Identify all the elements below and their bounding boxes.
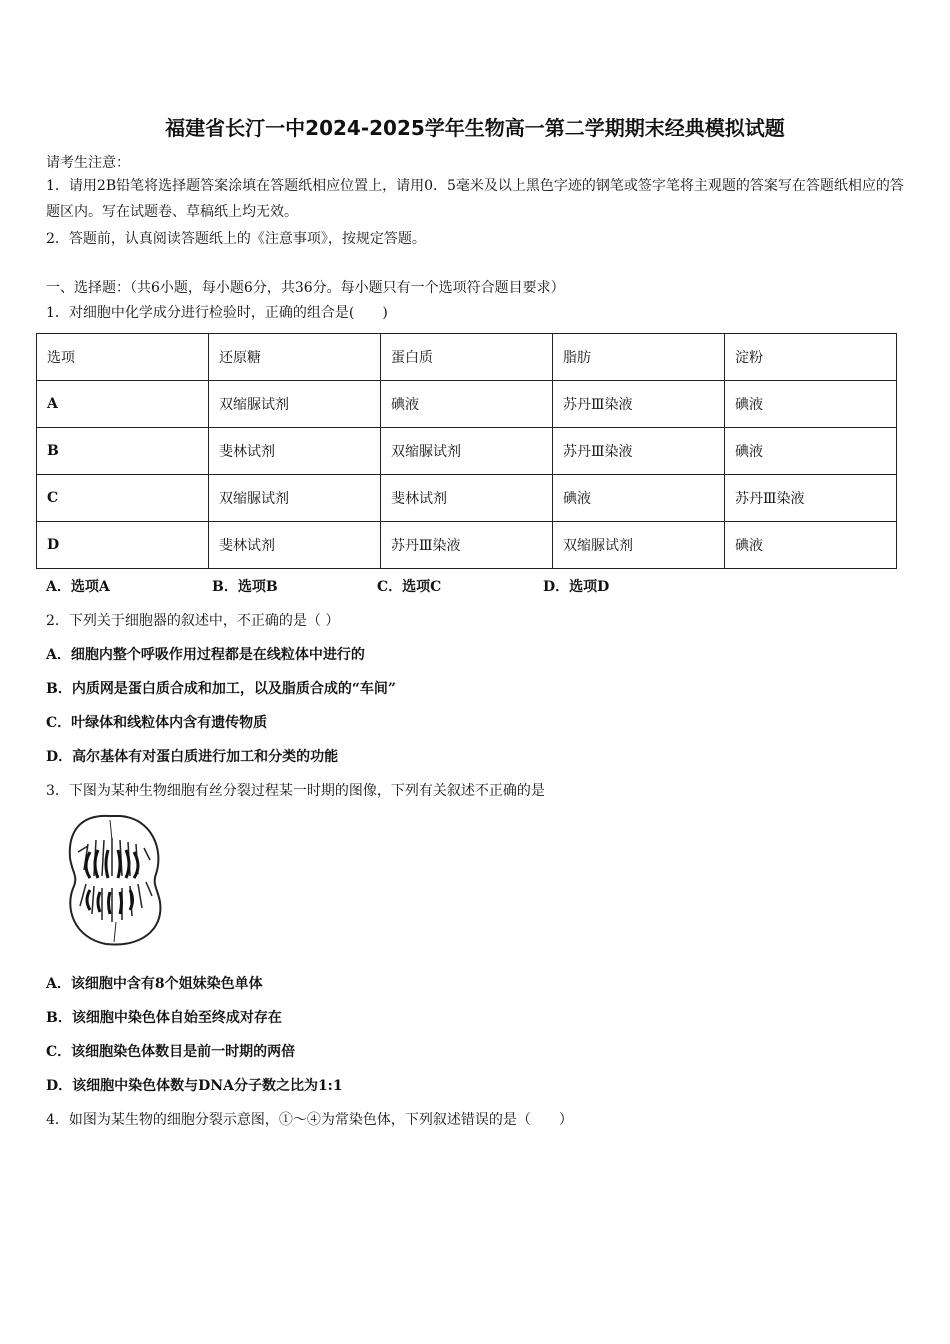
question-3-stem: 3．下图为某种生物细胞有丝分裂过程某一时期的图像，下列有关叙述不正确的是 [46, 783, 545, 799]
table-header-cell: 脂肪 [553, 334, 725, 381]
choice-b[interactable]: B．选项B [212, 579, 278, 595]
question-2-option-c[interactable]: C．叶绿体和线粒体内含有遗传物质 [46, 715, 268, 731]
table-row [37, 522, 897, 569]
table-header-cell: 还原糖 [209, 334, 381, 381]
table-cell: 双缩脲试剂 [209, 475, 381, 522]
table-cell: 碘液 [725, 428, 897, 475]
table-cell: 双缩脲试剂 [553, 522, 725, 569]
table-cell: 碘液 [381, 381, 553, 428]
document-title: 福建省长汀一中2024-2025学年生物高一第二学期期末经典模拟试题 [165, 116, 785, 140]
notice-item-1: 1．请用2B铅笔将选择题答案涂填在答题纸相应位置上，请用0．5毫米及以上黑色字迹的钢笔或签字笔将主观题的答案写在答题纸相应的答题区内。写在试题卷、草稿纸上均无效。 [46, 178, 904, 220]
table-cell: 苏丹Ⅲ染液 [553, 381, 725, 428]
table-header-cell: 选项 [37, 334, 209, 381]
table-header-row [37, 334, 897, 381]
question-3-option-d[interactable]: D．该细胞中染色体数与DNA分子数之比为1:1 [46, 1078, 343, 1094]
choice-c[interactable]: C．选项C [377, 579, 442, 595]
table-header-cell: 蛋白质 [381, 334, 553, 381]
question-4-stem: 4．如图为某生物的细胞分裂示意图，①～④为常染色体，下列叙述错误的是（ ） [46, 1112, 573, 1128]
choice-d[interactable]: D．选项D [543, 579, 610, 595]
question-2-stem: 2．下列关于细胞器的叙述中，不正确的是（ ） [46, 613, 340, 629]
question-2-option-b[interactable]: B．内质网是蛋白质合成和加工，以及脂质合成的“车间” [46, 681, 396, 697]
question-3-option-c[interactable]: C．该细胞染色体数目是前一时期的两倍 [46, 1044, 296, 1060]
table-cell: 斐林试剂 [209, 428, 381, 475]
table-row [37, 475, 897, 522]
question-3-option-b[interactable]: B．该细胞中染色体自始至终成对存在 [46, 1010, 282, 1026]
table-row [37, 428, 897, 475]
notice-heading: 请考生注意： [46, 155, 130, 171]
question-2-option-d[interactable]: D．高尔基体有对蛋白质进行加工和分类的功能 [46, 749, 339, 765]
table-cell: 碘液 [725, 522, 897, 569]
question-2-option-a[interactable]: A．细胞内整个呼吸作用过程都是在线粒体中进行的 [46, 647, 365, 663]
table-cell: 苏丹Ⅲ染液 [553, 428, 725, 475]
question-1-stem: 1．对细胞中化学成分进行检验时，正确的组合是( ) [46, 305, 388, 321]
table-cell: 碘液 [725, 381, 897, 428]
notice-item-2: 2．答题前，认真阅读答题纸上的《注意事项》，按规定答题。 [46, 231, 426, 247]
section-heading: 一、选择题：（共6小题，每小题6分，共36分。每小题只有一个选项符合题目要求） [46, 280, 565, 296]
table-cell: 斐林试剂 [209, 522, 381, 569]
table-cell: 双缩脲试剂 [209, 381, 381, 428]
table-cell-option: D [37, 522, 209, 569]
question-1-table [36, 333, 897, 569]
table-cell: 苏丹Ⅲ染液 [725, 475, 897, 522]
table-cell: 斐林试剂 [381, 475, 553, 522]
table-cell: 双缩脲试剂 [381, 428, 553, 475]
table-cell-option: B [37, 428, 209, 475]
table-cell-option: A [37, 381, 209, 428]
table-row [37, 381, 897, 428]
cell-division-figure [60, 810, 170, 950]
question-3-option-a[interactable]: A．该细胞中含有8个姐妹染色单体 [46, 976, 263, 992]
table-cell: 苏丹Ⅲ染液 [381, 522, 553, 569]
table-cell-option: C [37, 475, 209, 522]
table-cell: 碘液 [553, 475, 725, 522]
choice-a[interactable]: A．选项A [46, 579, 110, 595]
table-header-cell: 淀粉 [725, 334, 897, 381]
